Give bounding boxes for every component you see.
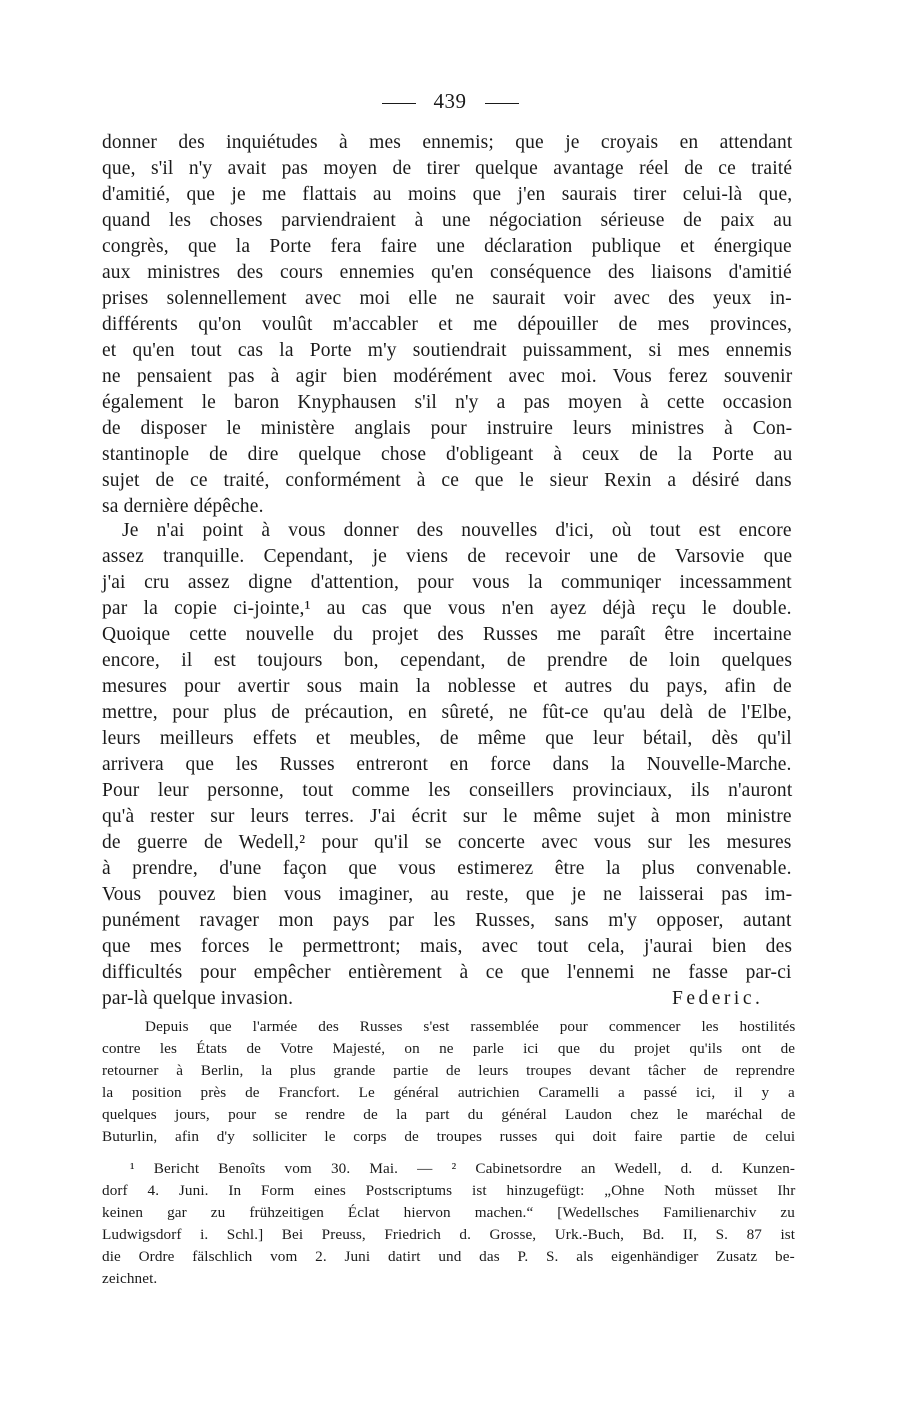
main-text-line: que, s'il n'y avait pas moyen de tirer quelque avantage réel de ce traité	[102, 158, 793, 179]
footnote-line: die Ordre fälschlich vom 2. Juni datirt und das P. S. als eigenhändiger Zusatz be-	[102, 1248, 795, 1265]
main-text-line: assez tranquille. Cependant, je viens de recevoir une de Varsovie que	[102, 546, 793, 567]
main-text-line: qu'à rester sur leurs terres. J'ai écrit sur le même sujet à mon ministre	[102, 806, 792, 827]
page-number: 439	[433, 89, 467, 113]
page-header	[0, 88, 900, 114]
main-text-line: et qu'en tout cas la Porte m'y soutiendrait puissamment, si mes ennemis	[102, 340, 792, 361]
main-text-line: Je n'ai point à vous donner des nouvelles d'ici, où tout est encore	[122, 520, 792, 541]
footnote-line: zeichnet.	[102, 1270, 158, 1287]
main-text-line: j'ai cru assez digne d'attention, pour vous la communiqer incessamment	[102, 572, 792, 593]
header-right-rule	[485, 103, 519, 104]
main-text-line: sujet de ce traité, conformément à ce que le sieur Rexin a désiré dans	[102, 470, 792, 491]
main-text-line: différents qu'on voulût m'accabler et me dépouiller de mes provinces,	[102, 314, 793, 335]
main-text-line: stantinople de dire quelque chose d'obligeant à ceux de la Porte au	[102, 444, 793, 465]
main-text-line: par la copie ci-jointe,¹ au cas que vous n'en ayez déjà reçu le double.	[102, 598, 792, 619]
enclosure-line: Depuis que l'armée des Russes s'est rassemblée pour commencer les hostilités	[145, 1018, 796, 1035]
main-text-line: que mes forces le permettront; mais, avec tout cela, j'aurai bien des	[102, 936, 793, 957]
header-left-rule	[382, 103, 416, 104]
main-text-line: donner des inquiétudes à mes ennemis; que je croyais en attendant	[102, 132, 793, 153]
footnote-line: dorf 4. Juni. In Form eines Postscriptums ist hinzugefügt: „Ohne Noth müsset Ihr	[102, 1182, 796, 1199]
main-text-line: arrivera que les Russes entreront en force dans la Nouvelle-Marche.	[102, 754, 792, 775]
main-text-line: punément ravager mon pays par les Russes, sans m'y opposer, autant	[102, 910, 792, 931]
main-text-line: ne pensaient pas à agir bien modérément avec moi. Vous ferez souvenir	[102, 366, 793, 387]
signature: Federic.	[672, 988, 764, 1009]
main-text-line: difficultés pour empêcher entièrement à ce que l'ennemi ne fasse par-ci	[102, 962, 792, 983]
enclosure-line: retourner à Berlin, la plus grande partie de leurs troupes devant tâcher de reprendre	[102, 1062, 795, 1079]
footnote-line: keinen gar zu frühzeitigen Éclat hiervon machen.“ [Wedellsches Familienarchiv zu	[102, 1204, 795, 1221]
main-text-line: par-là quelque invasion.	[102, 988, 294, 1009]
main-text-line: aux ministres des cours ennemies qu'en conséquence des liaisons d'amitié	[102, 262, 792, 283]
main-text-line: de guerre de Wedell,² pour qu'il se concerte avec vous sur les mesures	[102, 832, 792, 853]
main-text-line: Vous pouvez bien vous imaginer, au reste, que je ne laisserai pas im-	[102, 884, 793, 905]
main-text-line: encore, il est toujours bon, cependant, de prendre de loin quelques	[102, 650, 793, 671]
footnote-line: ¹ Bericht Benoîts vom 30. Mai. — ² Cabinetsordre an Wedell, d. d. Kunzen-	[130, 1160, 796, 1177]
enclosure-line: quelques jours, pour se rendre de la part du général Laudon chez le maréchal de	[102, 1106, 796, 1123]
main-text-line: prises solennellement avec moi elle ne saurait voir avec des yeux in-	[102, 288, 792, 309]
main-text-line: d'amitié, que je me flattais au moins que j'en saurais tirer celui-là que,	[102, 184, 793, 205]
main-text-line: de disposer le ministère anglais pour instruire leurs ministres à Con-	[102, 418, 793, 439]
enclosure-line: contre les États de Votre Majesté, on ne parle ici que du projet qu'ils ont de	[102, 1040, 796, 1057]
main-text-line: à prendre, d'une façon que vous estimerez être la plus convenable.	[102, 858, 792, 879]
main-text-line: leurs meilleurs effets et meubles, de même que leur bétail, dès qu'il	[102, 728, 792, 749]
main-text-line: également le baron Knyphausen s'il n'y a pas moyen à cette occasion	[102, 392, 793, 413]
main-text-line: mesures pour avertir sous main la noblesse et autres du pays, afin de	[102, 676, 792, 697]
main-text-line: quand les choses parviendraient à une négociation sérieuse de paix au	[102, 210, 792, 231]
main-text-line: sa dernière dépêche.	[102, 496, 264, 517]
main-text-line: Pour leur personne, tout comme les conseillers provinciaux, ils n'auront	[102, 780, 793, 801]
main-text-line: mettre, pour plus de précaution, en sûreté, ne fût-ce qu'au delà de l'Elbe,	[102, 702, 792, 723]
main-text-line: Quoique cette nouvelle du projet des Russes me paraît être incertaine	[102, 624, 792, 645]
main-text-line: congrès, que la Porte fera faire une déclaration publique et énergique	[102, 236, 792, 257]
enclosure-line: la position près de Francfort. Le général autrichien Caramelli a passé ici, il y a	[102, 1084, 795, 1101]
enclosure-line: Buturlin, afin d'y solliciter le corps de troupes russes qui doit faire partie de celui	[102, 1128, 796, 1145]
footnote-line: Ludwigsdorf i. Schl.] Bei Preuss, Friedrich d. Grosse, Urk.-Buch, Bd. II, S. 87 ist	[102, 1226, 796, 1243]
